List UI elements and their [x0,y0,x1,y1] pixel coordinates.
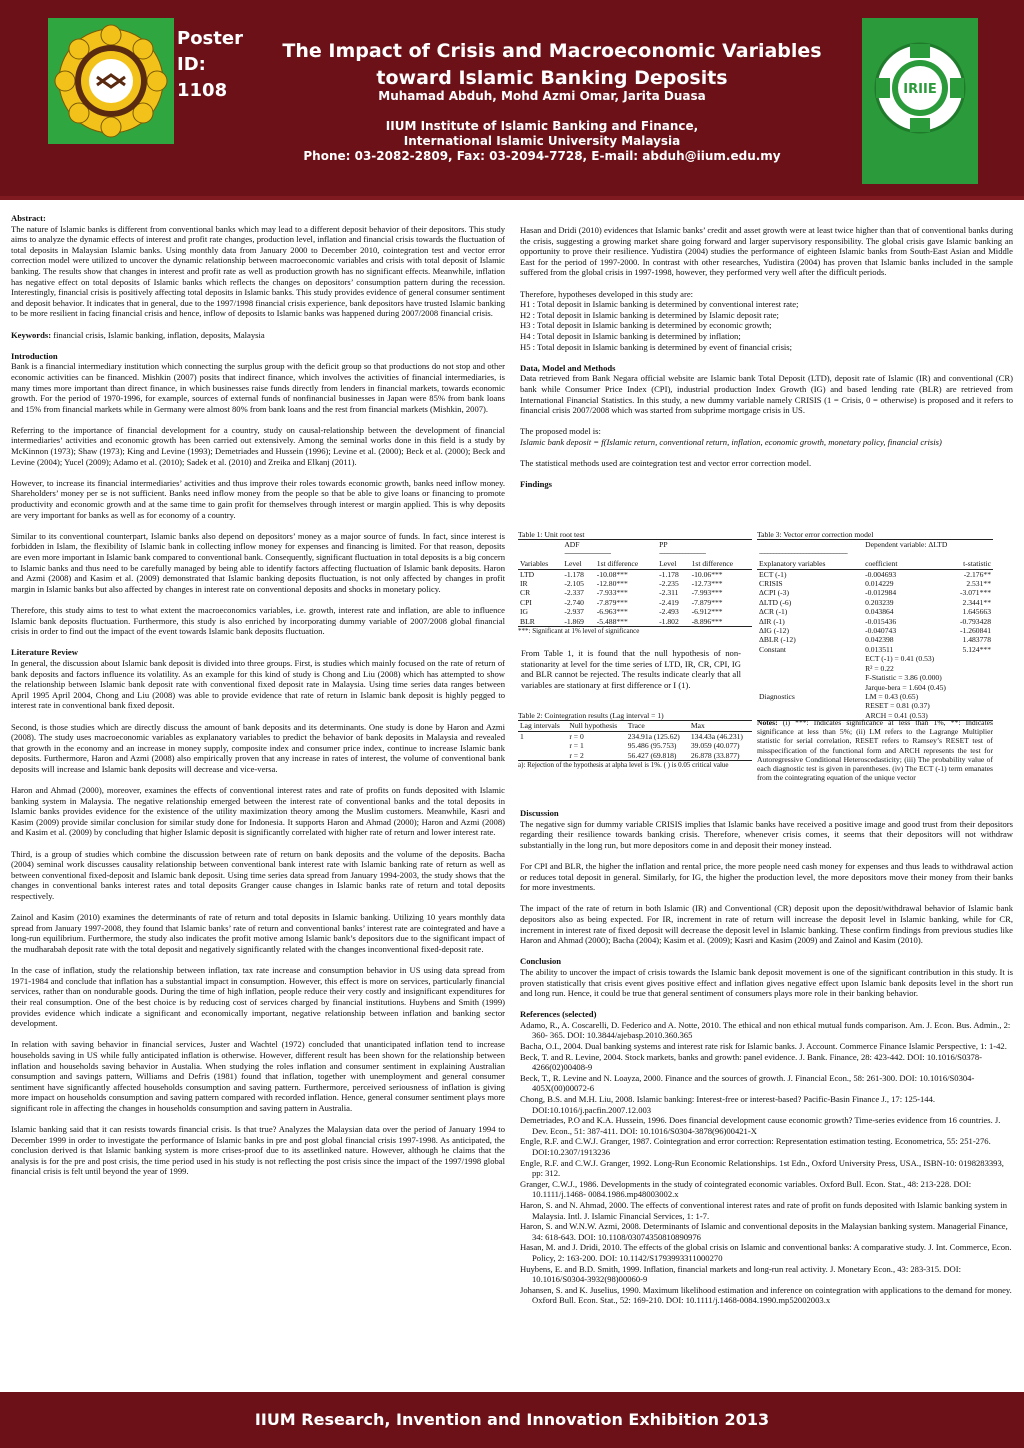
abstract-heading: Abstract: [11,213,46,223]
table-1 [518,530,752,636]
table-2-header: Trace [627,721,645,731]
literature-heading: Literature Review [11,647,78,658]
hypothesis-item: H2 : Total deposit in Islamic banking is determined by Islamic deposit rate; [520,309,779,320]
reference-item: Granger, C.W.J., 1986. Developments in the study of cointegrated economic variables. Oxford Bull. Econ. Stat., 48: 213-228. DOI: 10.1111/j.1468- 0084.1986.mp48003002.x [520,1178,972,1200]
reference-item: Huybens, E. and B.D. Smith, 1999. Inflation, financial markets and long-run real activity. J. Monetary Econ., 43: 283-315. DOI: 10.1016/S0304-3932(98)00060-9 [520,1263,961,1285]
hypothesis-item: H3 : Total deposit in Islamic banking is determined by economic growth; [520,320,772,331]
literature-paragraph: Zainol and Kasim (2010) examines the determinants of rate of return and total deposits in Islamic banking. Utilizing 10 years monthly data spread from January 1997-2008, they found that Islamic banks’ rate of return and conventional banks’ interest rate are cointegrated and have a long-run equilibrium. Furthermore, the study also indicates the profit motive among Islamic bank’s depositors due to the significant impact of the mudharabah deposit rate with the total deposit and negatively significantly related with the changes inconventional fixed-deposit rate. [11,912,505,954]
table-1-group-pp: PP [659,540,668,550]
conclusion-heading: Conclusion [520,956,562,967]
table-1-header: Variables [520,559,549,569]
table-cell [757,701,863,710]
table-2-header: Max [690,721,705,731]
data-model-heading: Data, Model and Methods [520,362,616,373]
table-cell: 0.014229 [865,579,894,589]
table-cell: ΔIR (-1) [759,616,785,626]
intro-paragraph: Therefore, this study aims to test to what extent the macroeconomics variables, i.e. growth, interest rate and inflation, are able to influence Islamic bank deposits fluctuation. Furthermore, this study is also enriched by incorporating dummy variable of 2007/2008 global financial crisis in order to find out the impact of the event towards Islamic bank deposits fluctuation. [11,604,505,637]
conclusion-paragraph: The ability to uncover the impact of crisis towards the Islamic bank deposit movement is one of the significant contribution in this study. It is proven statistically that crisis event gives positive effect and inflation gives negative effect upon Islamic bank deposits level in the short run and long run. Hence, it could be true that general sentiment of consumers plays more role in their banking behavior. [520,966,1013,999]
table-cell: -8.896*** [691,616,723,626]
table-cell: -2.105 [564,579,584,589]
table-cell: -10.06*** [691,569,723,579]
table-row [757,645,993,654]
table-cell: CRISIS [759,579,783,589]
reference-item: Haron, S. and W.N.W. Azmi, 2008. Determinants of Islamic and conventional deposits in the Malaysian banking system. Managerial Finance, 34: 618-643. DOI: 10.1108/03074350810890976 [520,1221,1008,1242]
table-1-dash: ------------------------------- [564,550,611,557]
table-row [757,569,993,579]
reference-item: Johansen, S. and K. Juselius, 1990. Maximum likelihood estimation and inference on cointegration with applications to the demand for money. Oxford Bull. Econ. Stat., 52: 169-210. DOI: 10.1111/j.1468-0084.1990.mp52002003.x [520,1284,1012,1306]
table-1-header: Level [564,559,582,569]
iriie-emblem-icon [862,18,978,184]
contact-line: Phone: 03-2082-2809, Fax: 03-2094-7728, E-mail: abduh@iium.edu.my [303,149,781,163]
table-cell: -1.178 [564,569,584,579]
table-cell [757,683,863,692]
table-row [757,588,993,597]
reference-item: Chong, B.S. and M.H. Liu, 2008. Islamic banking: Interest-free or interest-based? Pacific-Basin Finance J., 17: 125-144. DOI:10.1016/j.pacfin.2007.12.003 [520,1094,936,1115]
table-3-header: coefficient [865,559,898,569]
poster-authors: Muhamad Abduh, Mohd Azmi Omar, Jarita Duasa [378,89,706,103]
reference-item: Engle, R.F. and C.W.J. Granger, 1987. Cointegration and error correction: Representation estimation testing. Econometrica, 55: 251-276. DOI:10.2307/1913236 [520,1136,991,1157]
literature-paragraph: Islamic banking said that it can resists towards financial crisis. Is that true? Analyzes the Malaysian data over the period of January 1994 to December 1999 in order to investigate the performance of Islamic banks in pre and post global financial crisis 1997-1998. As anticipated, the conclusion derived is that Islamic banking system is more crises-proof due to its assetlinked nature. However, although he claims that the analysis is for the pre and post crisis, the time period used in his study is not reflecting the post crisis since the impact of the 1997/1998 global financial crisis is felt until beyond the year of 1999. [11,1124,505,1177]
reference-item: Adamo, R., A. Coscarelli, D. Federico and A. Notte, 2010. The ethical and non ethical mutual funds comparison. Am. J. Econ. Bus. Admin., 2: 360- 365. DOI: 10.3844/ajebasp.2010.360.365 [520,1019,1011,1041]
table-cell [757,654,863,663]
table-cell: 234.91a (125.62) [627,731,680,741]
intro-paragraph: Similar to its conventional counterpart, Islamic banks also depend on depositors’ money as a major source of funds. In fact, since interest is forbidden in Islam, the flexibility of Islamic bank in collecting inflow money for expenses and financing is limited. For that reason, deposits are even more important in Islamic bank compared to conventional bank. Consequently, significant fluctuation in total deposits is a big concern to Islamic banks and thus need to be carefully managed by being able to identify factors affecting fluctuation of Islamic bank deposits. Haron and Azmi (2008) and Kasim et al. (2009) demonstrated that Islamic banking deposits fluctuation, is not only affected by changes in profit margin in Islamic banks but also affected by changes in interest rate on conventional deposits and shocks in monetary policy. [11,530,505,594]
keywords-label: Keywords: [11,329,52,340]
table-cell: 5.124*** [962,644,991,654]
reference-item: Beck, T. and R. Levine, 2004. Stock markets, banks and growth: panel evidence. J. Bank. Finance, 28: 423-442. DOI: 10.1016/S0378-4266(02)00408-9 [520,1051,982,1073]
table-cell: ΔLTD (-6) [759,597,792,607]
iium-crest-icon [48,18,174,144]
table-cell: Diagnostics [759,691,795,701]
table-1-group-adf: ADF [564,540,580,550]
poster-affiliation [262,119,822,164]
table-cell: -1.869 [564,616,584,626]
table-row [757,673,993,682]
table-row [518,741,752,750]
table-cell: IG [520,607,529,617]
table-1-caption: Table 1: Unit root test [518,530,585,539]
table-cell: IR [520,579,528,589]
discussion-paragraph: For CPI and BLR, the higher the inflation and rental price, the more people need cash money for expenses and thus leads to withdrawal action or reduces total deposit in general. Similarly, for IG, the higher the production level, the more depositors move their money from their banks for more investments. [520,860,1013,893]
table-cell: -1.260841 [959,626,991,636]
table-cell: -12.80*** [596,579,628,589]
table-cell: Constant [759,644,787,654]
table-cell: F-Statistic = 3.86 (0.000) [865,673,942,683]
table-cell: -1.802 [659,616,679,626]
table-2-header: Lag intervals [520,721,560,731]
left-column [11,213,505,1188]
table-row [518,579,752,588]
table-2 [518,711,752,770]
table-cell: -10.08*** [596,569,628,579]
table-row [518,607,752,616]
table-cell: ΔBLR (-12) [759,635,796,645]
table-cell: 95.486 (95.753) [627,741,677,751]
reference-item: Bacha, O.I., 2004. Dual banking systems and interest rate risk for Islamic banks. J. Account. Commerce Finance Islamic Perspective, 1: 1-42. [520,1041,1007,1052]
table-1-header: 1st difference [691,559,733,569]
methods-text: The statistical methods used are cointegration test and vector error correction model. [520,458,812,469]
table-cell: LM = 0.43 (0.65) [865,691,919,701]
table-row [757,664,993,673]
literature-paragraph: In general, the discussion about Islamic bank deposit is divided into three groups. First, is studies which mainly focused on the rate of return of bank deposits and factors influence its volatility. As an example for this kind of study is Chong and Liu (2008) which has attempted to show the relationship between Islamic bank deposit rate with conventional fixed deposit rate in Malaysia. Using time series data ranges between April 1995 April 2004, Chong and Liu (2008) was able to provide evidence that rate of return in Islamic bank deposit is highly pegged to interest rate in conventional bank fixed deposit. [11,657,505,711]
table-3-notes-label: Notes: [757,718,778,727]
table-cell: RESET = 0.81 (0.37) [865,701,930,711]
table-2-grid [518,720,752,761]
table-cell: -12.73*** [691,579,723,589]
header-divider [0,196,1024,200]
table-2-caption: Table 2: Cointegration results (Lag interval = 1) [518,711,664,720]
table-cell: Jarque-bera = 1.604 (0.45) [865,682,946,692]
table-row [757,683,993,692]
table-cell: r = 0 [569,731,584,741]
reference-item: Engle, R.F. and C.W.J. Granger, 1992. Long-Run Economic Relationships. 1st Edn., Oxford University Press, USA., ISBN-10: 0198283393, pp: 312. [520,1157,1004,1179]
intro-paragraph: Bank is a financial intermediary institution which connecting the surplus group with the deficit group so that productions do not stop and other economic activities can be financed. Mishkin (2007) posits that indirect finance, which involves the activities of financial intermediaries, is many times more important than direct finance, in which businesses raise funds directly from lenders in financial markets, towards economic growth. For the period of 1970-1996, for example, sources of external funds of nonfinancial businesses in Japan were 85% from bank loans and 15% from financial markets while in Germany were almost 80% from bank loans and the rest from financial markets (Mishkin, 2007). [11,361,505,414]
table-cell: -2.419 [659,597,679,607]
table-3-caption: Table 3: Vector error correction model [757,530,874,539]
reference-item: Hasan, M. and J. Dridi, 2010. The effects of the global crisis on Islamic and conventional banks: A comparative study. J. Int. Commerce, Econ. Policy, 2: 163-200. DOI: 10.1142/S1793993311000270 [520,1242,1012,1263]
references-heading: References (selected) [520,1009,597,1020]
table-3-notes-text: (i) ***: Indicates significance at less than 1%, **: Indicates significance at less than 5%; (ii) LM refers to the Lagrange Multiplier statistic for serial correlation, RESET refers to Ramsey’s RESET test of misspecification of the functional form and ARCH represents the test for Autoregressive Conditional Heteroscedasticity; (iii) The probability value of each diagnostic test is given in parentheses. (iv) The ECT (-1) term emanates from the cointegrating equation of the unique vector [757,718,993,783]
table-cell: -2.176** [963,569,991,579]
table-cell: -0.040743 [865,626,897,636]
table-cell [757,664,863,673]
table-3-notes [757,718,993,782]
table-row [757,617,993,626]
footer-text: IIUM Research, Invention and Innovation Exhibition 2013 [254,1410,770,1429]
iriie-logo [862,18,978,184]
findings-heading: Findings [520,479,553,490]
table-row [757,598,993,607]
table-cell [518,751,567,761]
table-cell: -3.071*** [959,588,991,598]
table-cell: -0.015436 [865,616,897,626]
table-cell: ΔIG (-12) [759,626,789,636]
table-cell [757,673,863,682]
literature-paragraph: In relation with saving behavior in financial services, Juster and Wachtel (1972) concluded that unanticipated inflation tend to increase households saving in US while fully anticipated inflation is otherwise. However, different result has been shown for the relationship between inflation and households saving behavior in Austalia. When studying the roles inflation and consumer sentiment in explaining Australian consumption and savings pattern, Williams and Defris (1981) found that inflation, together with unemployment and general consumer sentiment have significantly affected households consumption and saving pattern. Furthermore, perceived seriousness of inflation is giving more impact on households consumption and saving pattern compared with recorded inflation. Hence, general consumer sentiment plays more significant role in affecting the changes in households consumption and saving pattern in Australia. [11,1039,505,1113]
table-cell: 0.043864 [865,607,894,617]
table-3 [757,530,993,721]
table-1-header: 1st difference [596,559,639,569]
table-2-header: Null hypothesis [569,721,618,731]
table-3-header: Explanatory variables [759,559,826,569]
model-rhs: f(Islamic return, conventional return, inflation, economic growth, monetary policy, financial crisis) [601,436,942,447]
table-row [757,692,993,701]
literature-paragraph: Second, is those studies which are directly discuss the amount of bank deposits and its determinants. One study is done by Haron and Azmi (2008). The study uses macroeconomic variables as explanatory variables to predict the behavior of bank deposits in Malaysia and revealed that growth in the economy and an increase in money supply, composite index and consumer price index, continue to increase Islamic bank deposits. Furthermore, Haron and Azmi (2008) also empirically proven that any increase in rates of interest, the volume of conventional bank deposits will increase and Islamic bank deposits will decrease and vice-versa. [11,721,505,774]
institute-line: IIUM Institute of Islamic Banking and Finance, [385,119,699,133]
table-row [757,607,993,616]
iium-logo [48,18,174,144]
table-row [757,635,993,644]
table-cell: R² = 0.22 [865,663,894,673]
discussion-heading: Discussion [520,808,559,818]
table-cell: -6.912*** [691,607,723,617]
table-cell: 0.013511 [865,644,894,654]
keywords-text: financial crisis, Islamic banking, inflation, deposits, Malaysia [53,329,265,340]
table-cell: 2.531** [966,579,991,589]
introduction-heading: Introduction [11,350,58,361]
right-column-bottom [520,808,1013,1306]
table-cell: CPI [520,597,532,607]
table-row [518,569,752,579]
table-1-grid [518,539,752,627]
model-label: The proposed model is: [520,426,601,437]
table-cell: -2.311 [659,588,679,598]
table-cell: -7.879*** [691,597,723,607]
keywords [11,330,505,341]
table-1-note: ***: Significant at 1% level of significance [518,627,640,636]
table-3-header: t-statistic [963,559,991,569]
university-line: International Islamic University Malaysia [403,134,681,148]
table-cell: ECT (-1) [759,569,787,579]
table-row [757,654,993,663]
reference-item: Beck, T., R. Levine and N. Loayza, 2000. Finance and the sources of growth. J. Financial Econ., 58: 261-300. DOI: 10.1016/S0304-405X(00)00072-6 [520,1072,975,1094]
table-cell: -2.740 [564,597,584,607]
model-lhs: Islamic bank deposit = [520,436,602,447]
table-cell: -2.337 [564,588,584,598]
table-row [518,731,752,741]
table-cell: 0.203239 [865,597,894,607]
poster-id: Poster ID: 1108 [177,28,243,101]
table-cell: -6.963*** [596,607,628,617]
table-cell: -2.937 [564,607,584,617]
table-cell: -0.004693 [865,569,897,579]
table-3-dash: ----------------------------------------------------------- [759,550,848,557]
abstract-text: The nature of Islamic banks is different from conventional banks which may lead to a different deposit behavior of their depositors. This study aims to analyze the dynamic effects of interest and profit rate changes, production level, inflation and financial crisis towards the fluctuation of total deposits in Malaysian Islamic banks. Using monthly data from January 2000 to December 2010, cointegration test and vector error correction model were utilized to uncover the dynamic relationship between macroeconomic variables and crisis with total deposit of Islamic banking. The results show that changes in interest and profit rate as well as production growth has no significant effects. Meanwhile, inflation has negative effect on total deposits of Islamic banks which reflects the changes on depositors’ consumption pattern during the recession. Interestingly, financial crisis is positively affecting total deposits in Islamic banks. This study provides evidence of general consumer sentiment and deposit behavior. It indicates that in general, due to the 1997/1998 financial crisis experience, bank depositors have trusted Islamic banking to be more resilient in facing financial crisis and hence, inflow of deposits to Islamic banks was happened during 2007/2008 financial crisis. [11,223,505,319]
table-cell: 0.042398 [865,635,894,645]
table-cell: -1.178 [659,569,679,579]
table-1-interpretation: From Table 1, it is found that the null hypothesis of non-stationarity at level for the time series of LTD, IR, CR, CPI, IG and BLR cannot be rejected. The results indicate clearly that all variables are stationary at first difference or I (1). [521,648,741,690]
reference-item: Haron, S. and N. Ahmad, 2000. The effects of conventional interest rates and rate of profit on funds deposited with Islamic banking system in Malaysia. Intl. J. Islamic Financial Services, 1: 1-7. [520,1199,1008,1221]
table-cell: -7.879*** [596,597,628,607]
table-cell: -2.235 [659,579,679,589]
table-row [518,588,752,597]
table-row [518,598,752,607]
reference-item: Demetriades, P.O and K.A. Hussein, 1996. Does financial development cause economic growth? Time-series evidence from 16 countries. J. Dev. Econ., 51: 387-411. DOI: 10.1016/S0304-3878(96)00421-X [520,1115,1001,1136]
data-model-paragraph: Data retrieved from Bank Negara official website are Islamic bank Total Deposit (LTD), deposit rate of Islamic (IR) and conventional (CR) bank while Consumer Price Index (CPI), industrial production Index Growth (IG) and based lending rate (BLR) are retrieved from International Financial Statistics. In this study, a new dummy variable namely CRISIS (1 = Crisis, 0 = otherwise) is proposed and it refers to financial crisis 2007/2008 which was started from subprime mortgage crisis in US. [520,373,1013,416]
literature-paragraph: In the case of inflation, study the relationship between inflation, tax rate increase and consumption behavior in US using data spread from 1971-1984 and conclude that inflation has a substantial impact in consumption. However, this effect is more on services, particularly financial services, rather than on nondurable goods. During the time of high inflation, people reduce their very costly and insignificant expenditures for their real consumption. One of the best choice is by reducing cost of services charged by financial institutions. Huybens and Smith (1999) provides evidence which indicate a significant and economically important, negative relationship between inflation and banking sector development. [11,965,505,1029]
table-1-dash: ------------------------------- [659,550,706,557]
table-row [757,626,993,635]
discussion-paragraph: The impact of the rate of return in both Islamic (IR) and Conventional (CR) deposit upon the deposit/withdrawal behavior of Islamic bank depositors also as being expected. For IR, increment in rate of return will increase the deposit level in Islamic banking, while for CR, increment in interest rate of fixed deposit will decrease the deposit level in Islamic banking. These confirm findings from previous studies like Haron and Ahmad (2000); Bacha (2004); Kasim et al. (2009); Kasri and Kasim (2009) and Zainol and Kasim (2010). [520,903,1013,946]
table-cell: 134.43a (46.231) [690,731,743,741]
table-cell: 2.3441** [962,597,991,607]
table-cell: 39.059 (40.077) [690,741,740,751]
table-cell: -0.012984 [865,588,897,598]
table-cell: LTD [520,569,535,579]
table-cell: ΔCPI (-3) [759,588,789,598]
svg-text:IRIIE: IRIIE [903,82,937,97]
crisis-literature-paragraph: Hasan and Dridi (2010) evidences that Islamic banks’ credit and asset growth were at least twice higher than that of conventional banks during the crisis, suggesting a growing market share going forward and larger supervisory responsibility. The global crisis gave Islamic banking an opportunity to prove their resilience. Yudistira (2004) studies the performance of eighteen Islamic banks from South-East Asian and Middle East for the period of 1997-2000. In contrast with other researches, Yudistira (2004) has proven that Islamic banks included in the sample suffered from the global crisis in 1997-1998, however, they performed very well after the difficult periods. [520,225,1013,278]
table-row [757,579,993,588]
hypotheses-intro: Therefore, hypotheses developed in this study are: [520,288,694,299]
poster-title: The Impact of Crisis and Macroeconomic Variables toward Islamic Banking Deposits [282,40,822,89]
literature-paragraph: Haron and Ahmad (2000), moreover, examines the effects of conventional interest rates and rate of profits on funds deposited with Islamic banking system in Malaysia. The negative relationship emerged between the interest rate of conventional banks and the total deposits in Islamic banks provides evidence for the existence of the utility maximization theory among the Muslim customers. Meanwhile, Kasri and Kasim (2009) provide similar conclusion for similar study done for Indonesia. It supports Haron and Ahmad (2000); Haron and Azmi (2008) and Kasim et al. (2009) by concluding that higher Islamic deposit is significantly correlated with higher rate of return and lower interest rate. [11,785,505,838]
right-column-top [520,225,1013,490]
table-cell: ARCH = 0.41 (0.53) [865,710,928,720]
table-cell: 56.427 (69.818) [627,750,677,760]
table-row [518,617,752,627]
table-cell: 1.483778 [962,635,991,645]
table-1-header: Level [659,559,677,569]
table-row [757,701,993,710]
model-equation [520,437,1013,448]
table-cell: 26.878 (33.877) [690,750,740,760]
hypothesis-item: H1 : Total deposit in Islamic banking is determined by conventional interest rate; [520,299,799,310]
table-cell: ECT (-1) = 0.41 (0.53) [865,654,935,664]
table-2-note: a): Rejection of the hypothesis at alpha level is 1%. ( ) is 0.05 critical value [518,761,729,770]
table-cell: 1.645663 [962,607,991,617]
table-cell: CR [520,588,531,598]
hypothesis-item: H4 : Total deposit in Islamic banking is determined by inflation; [520,330,741,341]
table-3-grid [757,539,993,721]
literature-paragraph: Third, is a group of studies which combine the discussion between rate of return on bank deposits and the volume of the deposits. Bacha (2004) seminal work discusses causality relationship between conventional bank interest rate with Islamic banking rate of return as well as between conventional fixed-deposit and Islamic bank deposit. Using time series data spread from January 1994-2003, the study shows that the changes in conventional banks interest rates and total deposits Granger cause changes in Islamic banks rate of return and total deposits respectively. [11,848,505,901]
hypothesis-item: H5 : Total deposit in Islamic banking is determined by event of financial crisis; [520,341,793,352]
table-cell: 1 [520,731,524,741]
table-cell: -2.493 [659,607,679,617]
discussion-paragraph: The negative sign for dummy variable CRISIS implies that Islamic banks have received a positive image and good trust from their depositors regarding their resilience towards banking crisis. Therefore, whenever crisis comes, it seems that their depositors will not withdraw substantially in the long run, but more depositors come in and deposit their money instead. [520,818,1013,850]
table-cell: BLR [520,616,535,626]
table-row [518,751,752,761]
intro-paragraph: Referring to the importance of financial development for a country, study on causal-relationship between the development of financial intermediaries’ activities and economic growth has been carried out extensively. Among the seminal works done in this field is a study by McKinnon (1973); Shaw (1973); King and Levine (1993); Demetriades and Hussein (1996); Levine et al. (2000); Beck et al. (2000); Beck and Levine (2004); Yucel (2009); Adamo et al. (2010); Sadek et al. (2010) and Zreika and Elkanj (2011). [11,424,505,467]
table-cell: -0.793428 [959,616,991,626]
table-cell: r = 2 [569,750,584,760]
table-cell: -7.993*** [691,588,723,598]
table-cell: -5.488*** [596,616,628,626]
table-3-dependent: Dependent variable: ΔLTD [865,540,948,550]
table-cell: ΔCR (-1) [759,607,788,617]
table-cell: -7.933*** [596,588,628,598]
intro-paragraph: However, to increase its financial intermediaries’ activities and thus improve their roles towards economic growth, banks need inflow money. Shareholders’ money per se is not sufficient. Banks need inflow money from the people so that be able to give loans or financing to promote productivity and economic growth and at the same time to gain profit for themselves through interest or margin applied. This is why deposits are very important for banks as well as for economy of a country. [11,477,505,520]
table-cell: r = 1 [569,741,584,751]
table-cell [518,741,567,750]
